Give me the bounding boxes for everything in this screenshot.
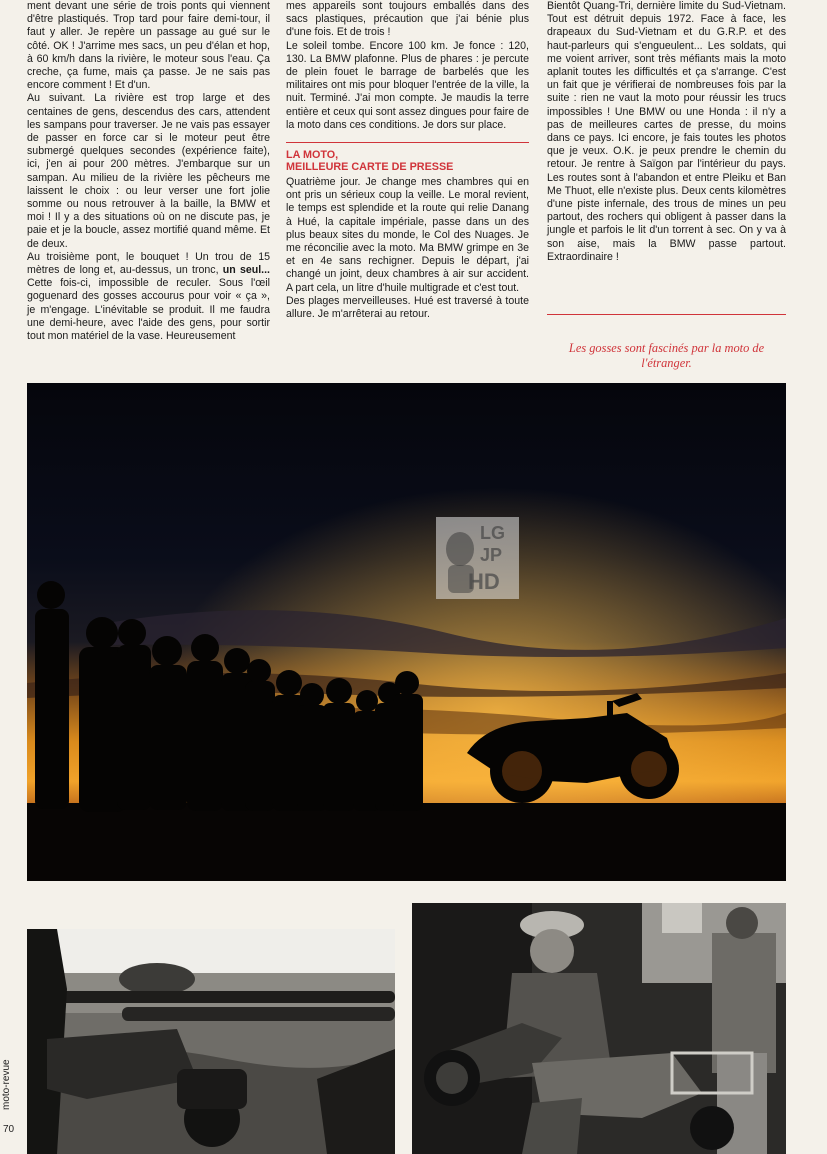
photo-caption: Les gosses sont fascinés par la moto de l'étranger.	[568, 341, 765, 370]
soldier-motorcycle-image	[412, 903, 786, 1154]
watermark-text-2: JP	[480, 545, 503, 565]
tank-motorcycle-image	[27, 929, 395, 1154]
page-number: 70	[3, 1124, 15, 1135]
section-heading	[286, 142, 529, 173]
article-column-3	[547, 0, 786, 264]
magazine-name: moto-revue	[1, 1059, 12, 1110]
paragraph: Au suivant. La rivière est trop large et des centaines de gens, descendus des cars, attendent les sampans pour traverser. Je ne vais pas essayer de passer en force car si le moteur peut être submergé quelques secondes (expérience faite), ici, j'en ai pour 200 mètres. J'embarque sur un sampan. Au milieu de la rivière les pêcheurs me laissent le choix : ou leur verser une fort jolie somme ou nous retrouver à la baille, la BMW et moi ! Il y a des situations où on ne discute pas, je paie et je la boucle, assez mortifié quand même. Et de deux.	[27, 92, 270, 250]
sunset-photo-image	[27, 383, 786, 881]
paragraph-text: Cette fois-ci, impossible de reculer. Sous l'œil goguenard des gosses accourus pour voir « ça », je m'engage. L'inévitable se produit. Il me faudra une demi-heure, avec l'aide des gens, pour sortir tout mon matériel de la vase. Heureusement	[27, 277, 270, 343]
tank-motorcycle-photo	[27, 929, 395, 1154]
caption-divider	[547, 314, 786, 315]
section-heading-line-2: MEILLEURE CARTE DE PRESSE	[286, 161, 454, 174]
article-column-1	[27, 0, 270, 343]
watermark-text-3: HD	[468, 569, 500, 594]
article-column-2	[286, 0, 529, 321]
watermark-text-1: LG	[480, 523, 505, 543]
section-heading-line-1: LA MOTO,	[286, 149, 339, 162]
paragraph: Le soleil tombe. Encore 100 km. Je fonce : 120, 130. La BMW plafonne. Plus de phares : je percute de plein fouet le barrage de barbelés que les militaires ont mis pour bloquer l'entrée de la ville, la nuit. Terminé. J'ai mon compte. Je maudis la terre entière et ceux qui sont assez dingues pour faire de la moto dans ces conditions. Je dors sur place.	[286, 39, 529, 131]
paragraph: Des plages merveilleuses. Hué est traversé à toute allure. Je m'arrêterai au retour.	[286, 294, 529, 321]
soldier-motorcycle-photo	[412, 903, 786, 1154]
paragraph: Quatrième jour. Je change mes chambres qui en ont pris un sérieux coup la veille. Le moral revient, le temps est splendide et la route qui relie Danang à Hué, la capitale impériale, passe dans un des plus beaux sites du monde, le Col des Nuages. Je me réconcilie avec la moto. Ma BMW grimpe en 3e et en 4e sans rechigner. Depuis le départ, j'ai changé un joint, deux chambres à air sur accident. A part cela, un litre d'huile multigrade et c'est tout.	[286, 176, 529, 294]
paragraph: ment devant une série de trois ponts qui viennent d'être plastiqués. Trop tard pour faire demi-tour, il faut y aller. Je repère un passage au gué sur le côté. OK ! J'arrime mes sacs, un peu d'élan et hop, à 60 km/h dans la rivière, le moteur sous l'eau. Ça creche, ça fume, mais ça passe. Je ne sais pas encore comment ! Et d'un.	[27, 0, 270, 92]
paragraph	[27, 251, 270, 343]
magazine-side-label	[1, 1040, 15, 1110]
watermark-logo	[436, 517, 519, 599]
paragraph: mes appareils sont toujours emballés dans des sacs plastiques, précaution que j'ai bénie plus d'une fois. Et de trois !	[286, 0, 529, 39]
emphasis-text: un seul...	[222, 264, 270, 277]
paragraph-text: Au troisième pont, le bouquet ! Un trou de 15 mètres de long et, au-dessus, un tronc,	[27, 250, 270, 277]
paragraph: Bientôt Quang-Tri, dernière limite du Sud-Vietnam. Tout est détruit depuis 1972. Face à face, les drapeaux du Sud-Vietnam et du G.R.P. et des haut-parleurs qui s'engueulent... Les soldats, qui me voient arriver, sont très méfiants mais la moto aplanit toutes les difficultés et ça s'arrange. C'est un fait que je vérifierai de nombreuses fois par la suite : rien ne vaut la moto pour réussir les trucs impossibles ! Une BMW ou une Honda : il n'y a pas de meilleures cartes de presse, du moins dans ce pays. Ici encore, je fais toutes les photos que je veux. O.K. je peux prendre le chemin du retour. Je rentre à Saïgon par l'intérieur du pays. Les routes sont à l'abandon et entre Pleiku et Ban Me Thuot, elle n'existe plus. Deux cents kilomètres d'une piste infernale, des trous de mines un peu partout, des rochers qui obligent à passer dans la jungle et parfois le lit d'un torrent à sec. On y va à son aise, mais la BMW passe partout. Extraordinaire !	[547, 0, 786, 263]
sunset-photo	[27, 383, 786, 881]
